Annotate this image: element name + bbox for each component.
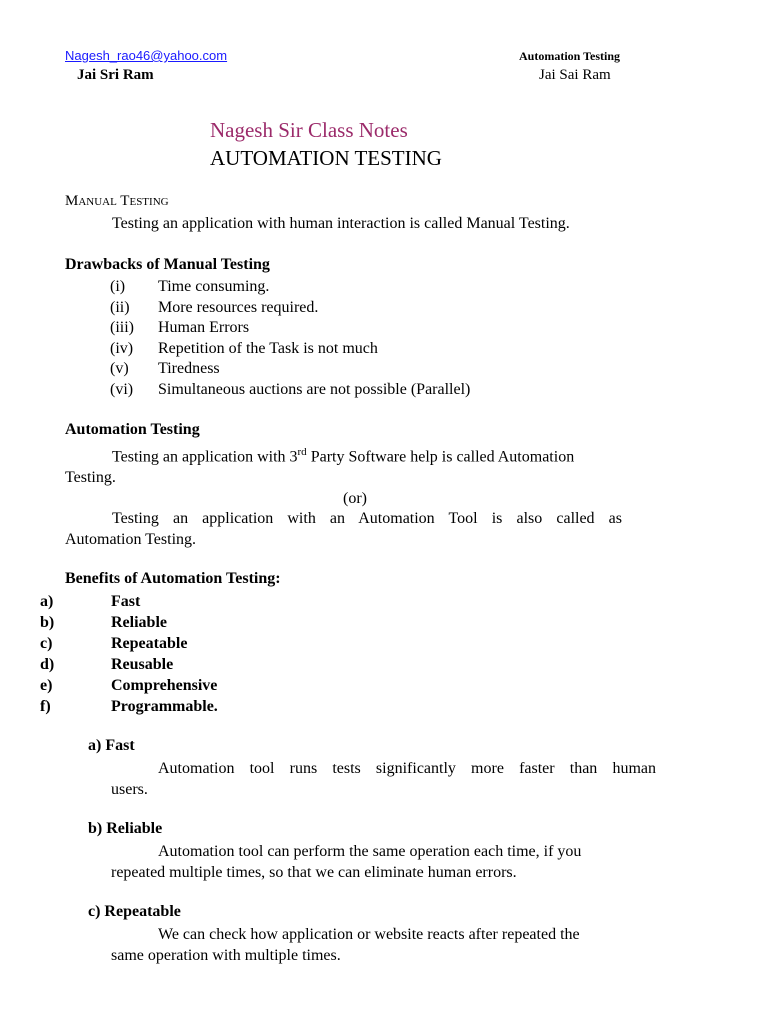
- list-item-number: (v): [110, 360, 129, 377]
- list-item-letter: a): [40, 593, 54, 610]
- page-title-class-notes: Nagesh Sir Class Notes: [210, 118, 408, 142]
- automation-definition-line2: Testing.: [65, 469, 116, 486]
- automation-definition-line1: [112, 446, 574, 466]
- page-title-automation-testing: AUTOMATION TESTING: [210, 146, 442, 170]
- header-left-motto: Jai Sri Ram: [77, 67, 154, 83]
- list-item-number: (iv): [110, 340, 134, 357]
- list-item-text: Simultaneous auctions are not possible (Parallel): [158, 381, 471, 398]
- list-item-letter: d): [40, 656, 55, 673]
- author-email-link[interactable]: Nagesh_rao46@yahoo.com: [65, 48, 228, 63]
- definition-text: Party Software help is called Automation: [306, 448, 575, 466]
- or-separator: (or): [343, 490, 367, 507]
- list-item-letter: e): [40, 677, 53, 694]
- detail-heading-fast: a) Fast: [88, 737, 135, 754]
- list-item-text: Programmable.: [111, 698, 218, 715]
- header-right-motto: Jai Sai Ram: [539, 67, 611, 83]
- list-item-text: Fast: [111, 593, 141, 610]
- list-item-number: (ii): [110, 299, 130, 316]
- detail-repeatable-line1: We can check how application or website reacts after repeated the: [158, 926, 580, 943]
- benefits-heading: Benefits of Automation Testing:: [65, 570, 281, 587]
- list-item-text: Repeatable: [111, 635, 188, 652]
- detail-repeatable-line2: same operation with multiple times.: [111, 947, 341, 964]
- list-item-number: (iii): [110, 319, 134, 336]
- detail-reliable-line1: Automation tool can perform the same operation each time, if you: [158, 843, 582, 860]
- list-item-letter: b): [40, 614, 55, 631]
- manual-testing-heading: Manual Testing: [65, 193, 169, 209]
- list-item-text: Repetition of the Task is not much: [158, 340, 378, 357]
- detail-reliable-line2: repeated multiple times, so that we can eliminate human errors.: [111, 864, 517, 881]
- detail-fast-line1: Automation tool runs tests significantly more faster than human: [158, 760, 656, 777]
- detail-fast-line2: users.: [111, 781, 148, 798]
- drawbacks-heading: Drawbacks of Manual Testing: [65, 256, 270, 273]
- list-item-text: Human Errors: [158, 319, 250, 336]
- automation-definition-alt-line2: Automation Testing.: [65, 531, 197, 548]
- list-item-letter: f): [40, 698, 51, 715]
- list-item-text: Comprehensive: [111, 677, 218, 694]
- detail-heading-reliable: b) Reliable: [88, 820, 163, 837]
- ordinal-superscript: rd: [297, 446, 307, 458]
- list-item-text: Tiredness: [158, 360, 220, 377]
- list-item-text: More resources required.: [158, 299, 319, 316]
- list-item-number: (vi): [110, 381, 134, 398]
- list-item-text: Time consuming.: [158, 278, 270, 295]
- list-item-letter: c): [40, 635, 53, 652]
- manual-testing-definition: Testing an application with human interaction is called Manual Testing.: [112, 215, 570, 232]
- list-item-text: Reliable: [111, 614, 167, 631]
- detail-heading-repeatable: c) Repeatable: [88, 903, 181, 920]
- list-item-text: Reusable: [111, 656, 174, 673]
- list-item-number: (i): [110, 278, 126, 295]
- automation-testing-heading: Automation Testing: [65, 421, 200, 438]
- automation-definition-alt-line1: Testing an application with an Automation Tool is also called as: [112, 510, 622, 527]
- header-doc-title: Automation Testing: [519, 49, 621, 63]
- definition-text: Testing an application with 3: [112, 448, 298, 466]
